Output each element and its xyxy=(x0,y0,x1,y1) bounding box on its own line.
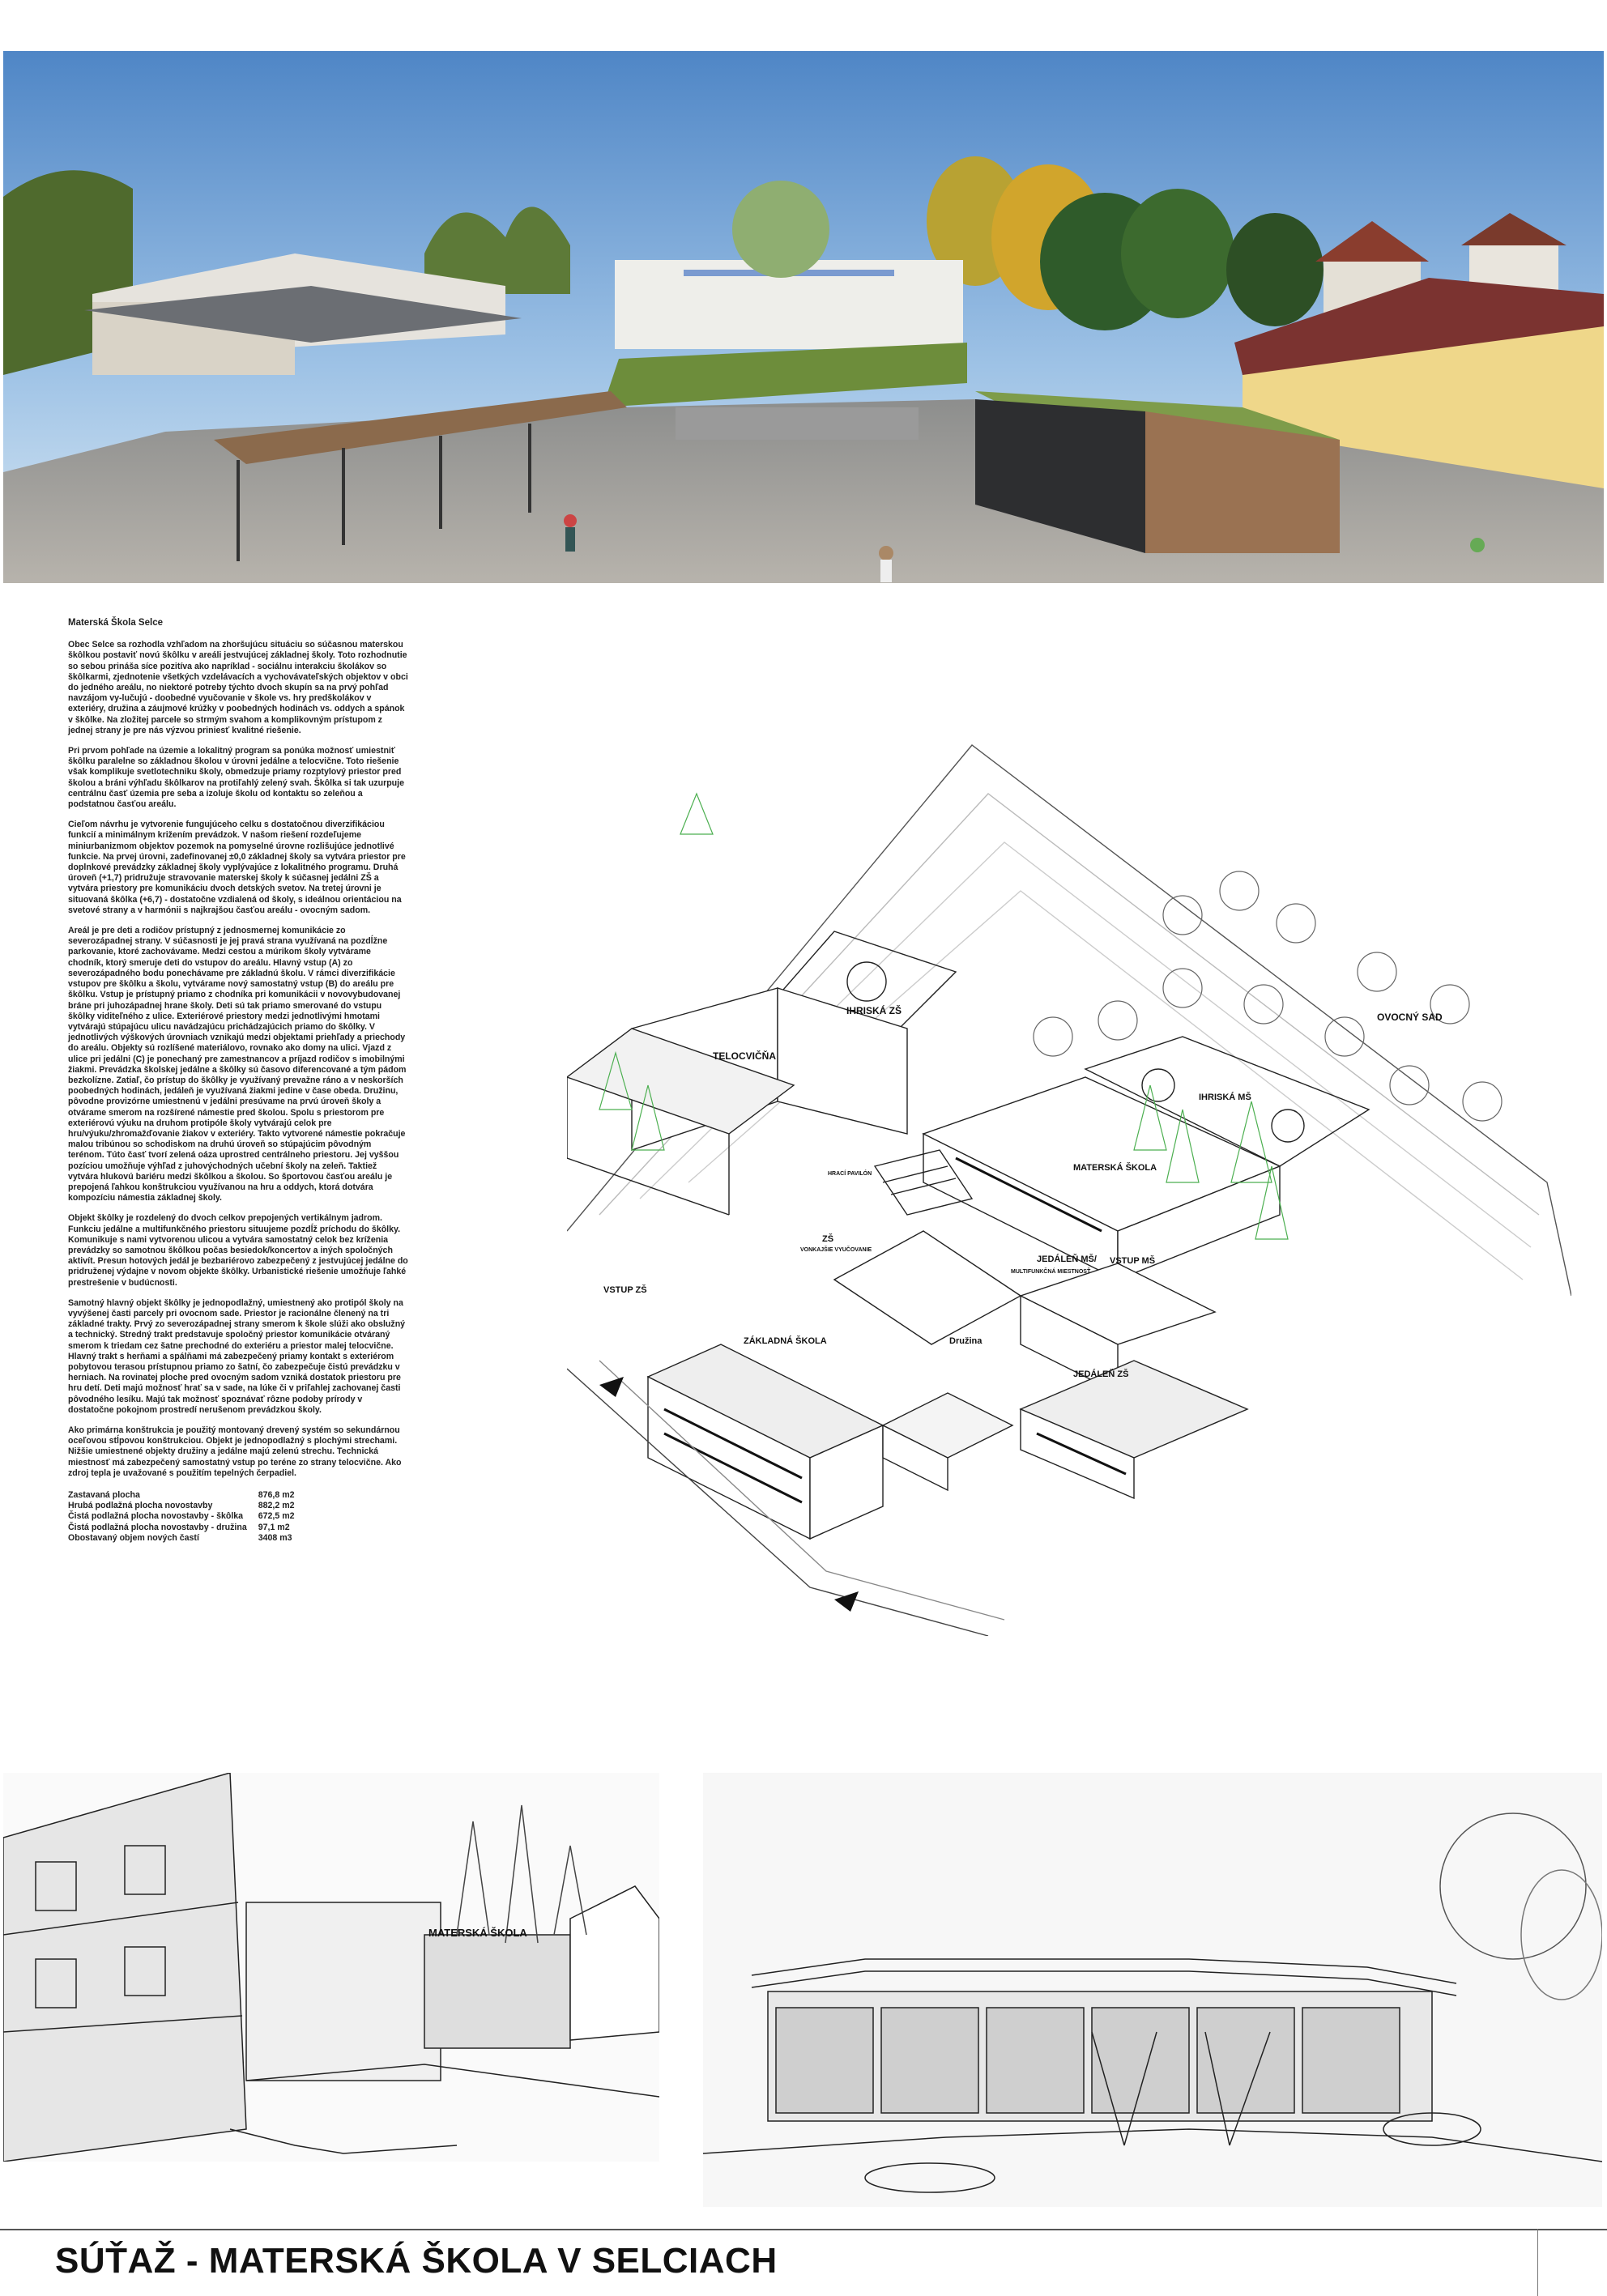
label-materska-skola: MATERSKÁ ŠKOLA xyxy=(1073,1163,1157,1173)
description-paragraph-5: Objekt škôlky je rozdelený do dvoch celkov prepojených vertikálnym jadrom. Funkciu jedálne a multifunkčného priestoru situujeme pozdĺž príchodu do škôlky. Komunikuje s nami vytvorenou ulicou a vytvára samostatný celok bez kríženia prevádzky so samotnou škôlkou počas besiedok/koncertov a iných spoločných aktivít. Presun hotových jedál je bezbariérovo zabezpečený z jestvujúcej jedálne do pridruženej výdajne v novom objekte škôlky. Urbanistické riešenie umožňuje ľahké prestrešenie v budúcnosti. xyxy=(68,1213,408,1288)
axonometric-site-plan xyxy=(567,729,1571,1636)
label-zs: ZŠ xyxy=(822,1234,834,1244)
area-value: 97,1 m2 xyxy=(258,1522,290,1532)
area-label: Čistá podlažná plocha novostavby - škôlka xyxy=(68,1511,244,1522)
label-zakladna-skola: ZÁKLADNÁ ŠKOLA xyxy=(744,1336,827,1346)
description-paragraph-6: Samotný hlavný objekt škôlky je jednopodlažný, umiestnený ako protipól školy na vyvýšenej časti parcely pri ovocnom sade. Priestor je racionálne členený na tri základné trakty. Prvý zo severozápadnej strany smerom k škole slúži ako obslužný a technický. Stredný trakt predstavuje spoločný priestor komunikácie otváraný smerom k triedam cez šatne prechodné do exteriéru a priestor malej telocvične. Hlavný trakt s herňami a spálňami má zabezpečený priamy kontakt s exteriérom pobytovou terasou prístupnou priamo zo šatní, čo zabezpečuje čistú prevádzku v herniach. Na rovinatej ploche pred ovocným sadom vzniká dostatok priestoru pre hru detí. Deti majú možnosť hrať sa v sade, na lúke či v priľahlej zachovanej časti pôvodného lesíku. Majú tak možnosť spoznávať rôzne podoby prírody v dostatočne pokojnom prostredí nerušenom prevádzkou školy. xyxy=(68,1297,406,1415)
label-jedalen-ms: JEDÁLEŇ MŠ/ xyxy=(1037,1254,1097,1264)
description-paragraph-2: Pri prvom pohľade na územie a lokalitný program sa ponúka možnosť umiestniť škôlku paralelne so základnou školou v úrovni jedálne a telocvične. Toto riešenie však komplikuje svetlotechniku školy, obmedzuje priamy rozptylový priestor pred školou a bráni výhľadu škôlkarov na protiľahlý zelený svah. Škôlka si tak uzurpuje centrálnu časť územia pre seba a izoluje školu od kontaktu so zeleňou a podstatnou časťou areálu. xyxy=(68,746,404,810)
area-label: Zastavaná plocha xyxy=(68,1490,140,1501)
description-paragraph-3: Cieľom návrhu je vytvorenie fungujúceho celku s dostatočnou diverzifikáciou funkcií a minimálnym križením prevádzok. V našom riešení rozdeľujeme miniurbanizmom objektov pozemok na pomyselné úrovne rozlišujúce jednotlivé funkcie. Na prvej úrovni, zadefinovanej ±0,0 základnej školy sa vytvára priestor pre doplnkové prevádzky základnej školy vyplývajúce z lokalitného programu. Druhá úroveň (+1,7) pridružuje stravovanie materskej školy k súčasnej jedálni ZŠ a vytvára priestory pre komunikáciu dvoch detských svetov. Na tretej úrovni je situovaná škôlka (+6,7) - dostatočne vzdialená od školy, s ideálnou orientáciou na svetové strany a v harmónii s najkrajšou časťou areálu - ovocným sadom. xyxy=(68,820,406,915)
area-label: Hrubá podlažná plocha novostavby xyxy=(68,1501,213,1511)
description-paragraph-7: Ako primárna konštrukcia je použitý montovaný drevený systém so sekundárnou oceľovou stĺpovou konštrukciou. Objekt je jednopodlažný s plochými strechami. Nižšie umiestnené objekty družiny a jedálne majú zelenú strechu. Technická miestnosť má zabezpečený samostatný vstup po teréne zo strany telocvične. Ako zdroj tepla je uvažované s použitím tepelných čerpadiel. xyxy=(68,1425,402,1478)
area-value: 882,2 m2 xyxy=(258,1501,295,1511)
label-vonkajsie-vyucovanie: VONKAJŠIE VYUČOVANIE xyxy=(800,1247,872,1253)
label-ihrisko-zs: IHRISKÁ ZŠ xyxy=(846,1005,902,1016)
label-telocvicna: TELOCVIČŇA xyxy=(713,1050,776,1062)
description-heading: Materská Škola Selce xyxy=(68,618,163,628)
area-row xyxy=(68,1511,306,1522)
label-ihrisko-ms: IHRISKÁ MŠ xyxy=(1199,1093,1251,1102)
description-column xyxy=(68,618,408,1544)
area-row xyxy=(68,1501,306,1511)
area-value: 876,8 m2 xyxy=(258,1490,295,1501)
description-paragraph-4: Areál je pre deti a rodičov prístupný z jednosmernej komunikácie zo severozápadnej strany. V súčasnosti je jej pravá strana využívaná na pozdĺžne parkovanie, ktoré zachovávame. Medzi cestou a múrikom školy vytvárame chodník, ktorý smeruje deti do vstupov do areálu. Hlavný vstup (A) zo severozápadného bodu ponechávame pre základnú školu. V rámci diverzifikácie vstupov pre škôlku a školu, vytvárame nový samostatný vstup (B) do areálu pre škôlku. Vstup je prístupný priamo z chodníka pri komunikácii v novovybudovanej bráne pri juhozápadnej hrane školy. Deti sú tak priamo smerované do vstupu škôlky viditeľného z ulice. Exteriérové priestory medzi jednotlivými hmotami vytvárajú stúpajúcu ulicu navádzajúcu prichádzajúcich priamo do škôlky. V jednotlivých výškových úrovniach vznikajú medzi objektami priehľady a priechody do areálu. Objekty sú rozlíšené materiálovo, rovnako ako domy na ulici. Vjazd z ulice pri jedálni (C) je ponechaný pre zamestnancov a príjazd rodičov s imobilnými žiakmi. Prevádzka školskej jedálne a škôlky sú časovo diferencované a tým pádom bezkolízne. Zatiaľ, čo prístup do škôlky je využívaný prevažne ráno a v neskorších poobedných hodinách, jedáleň je využívaná žiakmi jedine v čase obeda. Družinu, pôvodne provizórne umiestnenú v jedálni presúvame na prvú úroveň školy a otvárame smerom na rozšírené námestie pred školou. Spolu s priestorom pre exteriérovú výuku na druhom protipóle školy vytvárajú celok pre hru/výuku/zhromažďovanie žiakov v exteriéry. Takto vytvorené námestie pokračuje malou tribúnou so schodiskom na druhú úroveň so stúpajúcim pôvodným terénom. Túto časť tvorí zelená oáza uprostred centrálneho priestoru. Jej vyššou pozíciou umožňuje výhľad z juhovýchodných učební školy na zeleň. Taktiež vytvára hlukovú bariéru medzi škôlkou a školou. So športovou časťou areálu je prepojená ľahkou konštrukciou využívanou na hru a oddych, ktorá dotvára kompozíciu námestia základnej školy. xyxy=(68,926,407,1203)
label-jedalen-zs: JEDÁLEŇ ZŠ xyxy=(1073,1370,1129,1379)
label-druzina: Družina xyxy=(949,1336,983,1346)
title-divider-vertical xyxy=(1537,2229,1538,2296)
area-value: 3408 m3 xyxy=(258,1532,292,1543)
area-row xyxy=(68,1533,306,1544)
sketch-left xyxy=(3,1773,659,2162)
page-title: SÚŤAŽ - MATERSKÁ ŠKOLA V SELCIACH xyxy=(55,2241,778,2281)
area-table xyxy=(68,1490,306,1544)
area-value: 672,5 m2 xyxy=(258,1511,295,1522)
area-label: Obostavaný objem nových častí xyxy=(68,1532,199,1543)
label-vstup-zs: VSTUP ZŠ xyxy=(603,1285,647,1295)
sketch-right xyxy=(703,1773,1602,2207)
hero-rendering xyxy=(3,51,1604,583)
sketch-sign: MATERSKÁ ŠKOLA xyxy=(428,1927,527,1939)
label-vstup-ms: VSTUP MŠ xyxy=(1110,1256,1156,1266)
area-label: Čistá podlažná plocha novostavby - družina xyxy=(68,1522,247,1532)
label-ovocny-sad: OVOCNÝ SAD xyxy=(1377,1012,1443,1023)
title-divider xyxy=(0,2229,1607,2230)
area-row xyxy=(68,1523,306,1533)
description-paragraph-1: Obec Selce sa rozhodla vzhľadom na zhoršujúcu situáciu so súčasnou materskou škôlkou postaviť novú škôlku v areáli jestvujúcej základnej školy. Toto rozhodnutie so sebou prináša síce pozitíva ako napríklad - sociálnu interakciu školákov so škôlkarmi, zjednotenie všetkých vzdelávacích a vychovávateľských objektov v obci do jedného areálu, no niektoré potreby týchto dvoch skupín sa na prvý pohľad navzájom vy-lučujú - doobedné vyučovanie v škole vs. hry predškolákov v exteriéry, družina a záujmové krúžky v poobedných hodinách vs. oddych a spánok v škôlke. Na zložitej parcele so strmým svahom a komplikovným prístupom z jednej strany je pre nás výzvou priniesť kvalitné riešenie. xyxy=(68,640,408,735)
area-row xyxy=(68,1490,306,1501)
label-hraci-pavilon: HRACÍ PAVILÓN xyxy=(828,1171,872,1177)
label-multifunkcna: MULTIFUNKČNÁ MIESTNOSŤ xyxy=(1011,1269,1091,1275)
